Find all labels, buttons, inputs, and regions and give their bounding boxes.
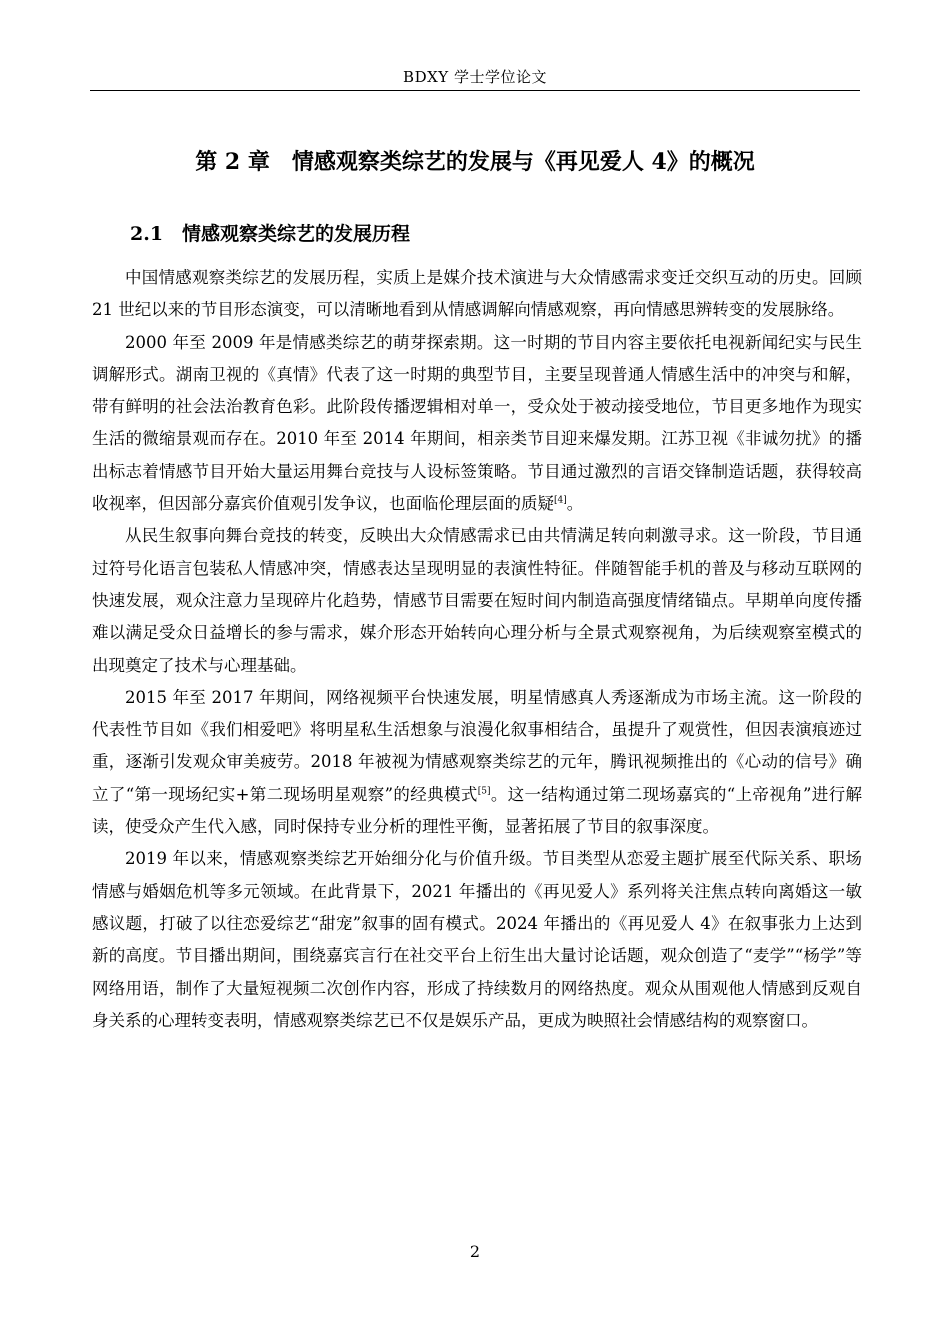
chapter-title: 第 2 章 情感观察类综艺的发展与《再见爱人 4》的概况 xyxy=(195,149,755,175)
paragraph-5-text: 2019 年以来，情感观察类综艺开始细分化与价值升级。节目类型从恋爱主题扩展至代际关系、职场情感与婚姻危机等多元领域。在此背景下，2021 年播出的《再见爱人》系列将关注焦点转向离婚这一敏感议题，打破了以往恋爱综艺“甜宠”叙事的固有模式。2024 年播出的《再见爱人 4》在叙事张力上达到新的高度。节目播出期间，围绕嘉宾言行在社交平台上衍生出大量讨论话题，观众创造了“麦学”“杨学”等网络用语，制作了大量短视频二次创作内容，形成了持续数月的网络热度。观众从围观他人情感到反观自身关系的心理转变表明，情感观察类综艺已不仅是娱乐产品，更成为映照社会情感结构的观察窗口。 xyxy=(92,849,862,1030)
paragraph-1 xyxy=(92,262,862,327)
body-text xyxy=(92,262,862,1037)
paragraph-1-text: 中国情感观察类综艺的发展历程，实质上是媒介技术演进与大众情感需求变迁交织互动的历史。回顾 21 世纪以来的节目形态演变，可以清晰地看到从情感调解向情感观察，再向情感思辨转变的发展脉络。 xyxy=(92,268,862,320)
paragraph-4-tail: 。这一结构通过第二现场嘉宾的“上帝视角”进行解读，使受众产生代入感，同时保持专业分析的理性平衡，显著拓展了节目的叙事深度。 xyxy=(92,784,862,837)
section-title: 2.1 情感观察类综艺的发展历程 xyxy=(130,223,411,245)
paragraph-3-text: 从民生叙事向舞台竞技的转变，反映出大众情感需求已由共情满足转向刺激寻求。这一阶段，节目通过符号化语言包装私人情感冲突，情感表达呈现明显的表演性特征。伴随智能手机的普及与移动互联网的快速发展，观众注意力呈现碎片化趋势，情感节目需要在短时间内制造高强度情绪锚点。早期单向度传播难以满足受众日益增长的参与需求，媒介形态开始转向心理分析与全景式观察视角，为后续观察室模式的出现奠定了技术与心理基础。 xyxy=(92,526,862,675)
paragraph-2-tail: 。 xyxy=(566,494,584,514)
paragraph-2-text: 2000 年至 2009 年是情感类综艺的萌芽探索期。这一时期的节目内容主要依托电视新闻纪实与民生调解形式。湖南卫视的《真情》代表了这一时期的典型节目，主要呈现普通人情感生活中的冲突与和解，带有鲜明的社会法治教育色彩。此阶段传播逻辑相对单一，受众处于被动接受地位，节目更多地作为现实生活的微缩景观而存在。2010 年至 2014 年期间，相亲类节目迎来爆发期。江苏卫视《非诚勿扰》的播出标志着情感节目开始大量运用舞台竞技与人设标签策略。节目通过激烈的言语交锋制造话题，获得较高收视率，但因部分嘉宾价值观引发争议，也面临伦理层面的质疑 xyxy=(92,332,862,514)
citation-5: [5] xyxy=(477,786,491,797)
citation-4: [4] xyxy=(554,495,567,506)
running-header: BDXY 学士学位论文 xyxy=(403,68,547,86)
paragraph-5 xyxy=(92,843,862,1037)
paragraph-4-text: 2015 年至 2017 年期间，网络视频平台快速发展，明星情感真人秀逐渐成为市场主流。这一阶段的代表性节目如《我们相爱吧》将明星私生活想象与浪漫化叙事相结合，虽提升了观赏性，但因表演痕迹过重，逐渐引发观众审美疲劳。2018 年被视为情感观察类综艺的元年，腾讯视频推出的《心动的信号》确立了“第一现场纪实+第二现场明星观察”的经典模式 xyxy=(92,687,862,804)
paragraph-2 xyxy=(92,327,862,521)
header-rule xyxy=(90,90,860,91)
paragraph-3 xyxy=(92,520,862,681)
page-number: 2 xyxy=(469,1242,481,1261)
paragraph-4 xyxy=(92,682,862,843)
